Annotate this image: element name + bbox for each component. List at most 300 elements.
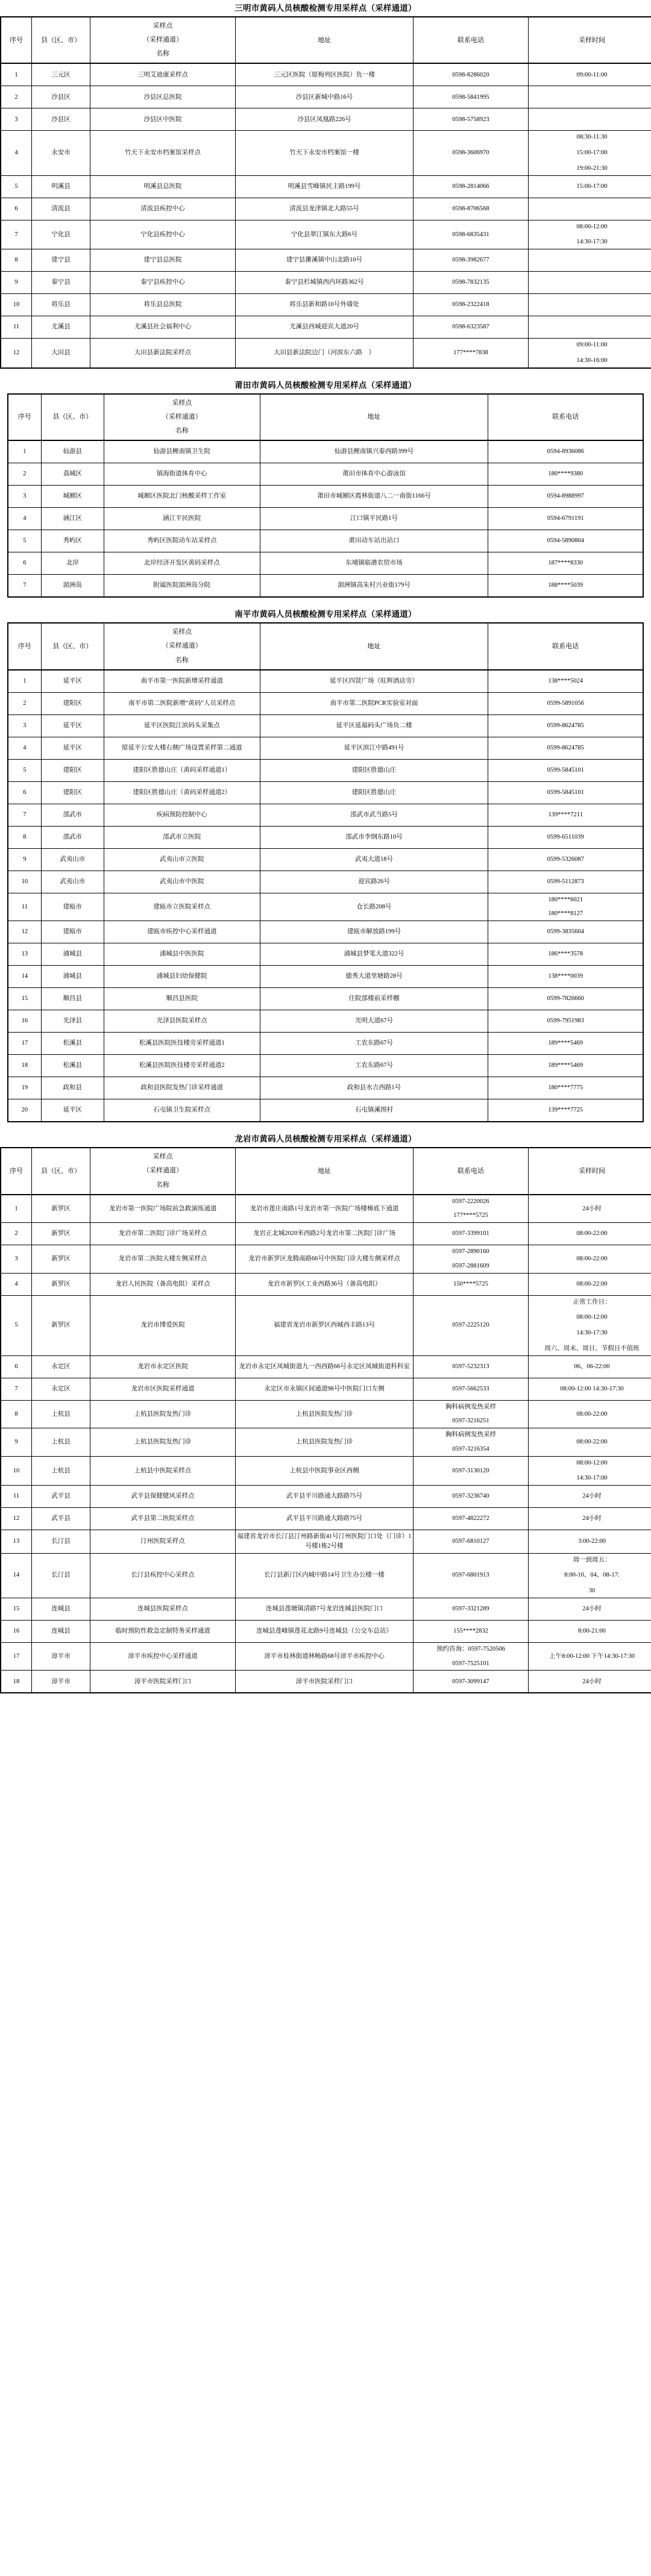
cell-site-name: 建瓯市立医院采样点 bbox=[104, 893, 260, 921]
cell-site-name: 秀屿区医院动车站采样点 bbox=[104, 530, 260, 552]
cell-site-name: 城厢区医院北门核酸采样工作室 bbox=[104, 486, 260, 508]
cell-time: 08:00-22:00 bbox=[529, 1245, 651, 1274]
cell-address: 沙县区新城中路16号 bbox=[236, 86, 414, 108]
cell-site-name: 龙岩市区医院采样通道 bbox=[90, 1378, 236, 1400]
table-row bbox=[8, 530, 643, 552]
cell-phone: 0597-5232313 bbox=[414, 1355, 529, 1378]
table-row bbox=[1, 1530, 651, 1554]
cell-site-name: 三明艾迪康采样点 bbox=[90, 63, 236, 86]
cell-seq: 9 bbox=[1, 272, 32, 294]
cell-address: 尤溪县西城迎宾大道20号 bbox=[236, 316, 414, 339]
table-row bbox=[1, 1378, 651, 1400]
cell-time: 24小时 bbox=[529, 1508, 651, 1530]
cell-phone: 0598-8706568 bbox=[414, 198, 529, 220]
table-row bbox=[1, 1620, 651, 1642]
cell-area: 明溪县 bbox=[32, 175, 90, 198]
table-row bbox=[1, 63, 651, 86]
table-row bbox=[1, 1195, 651, 1223]
cell-area: 将乐县 bbox=[32, 294, 90, 316]
cell-address: 德秀大道里塘路28号 bbox=[260, 966, 488, 988]
table-row bbox=[8, 1077, 643, 1099]
cell-site-name: 浦城县中医医院 bbox=[104, 943, 260, 966]
col-header-seq: 序号 bbox=[1, 17, 32, 63]
cell-area: 上杭县 bbox=[32, 1400, 90, 1428]
cell-phone: 150****5725 bbox=[414, 1273, 529, 1295]
cell-area: 武夷山市 bbox=[41, 848, 104, 871]
cell-address: 永定区市永镇区间通道98号中医院门口左侧 bbox=[236, 1378, 414, 1400]
cell-area: 松溪县 bbox=[41, 1055, 104, 1077]
cell-address: 延平区四贤广场（旺辉酒店旁） bbox=[260, 670, 488, 693]
cell-time: 06、06-22:00 bbox=[529, 1355, 651, 1378]
cell-phone: 0597-6801913 bbox=[414, 1553, 529, 1598]
cell-phone: 0598-6323587 bbox=[414, 316, 529, 339]
cell-seq: 6 bbox=[1, 198, 32, 220]
cell-area: 邵武市 bbox=[41, 826, 104, 848]
cell-site-name: 仙游县鲤南镇卫生院 bbox=[104, 440, 260, 463]
col-header-area: 县（区、市） bbox=[32, 17, 90, 63]
cell-seq: 9 bbox=[1, 1428, 32, 1457]
cell-seq: 11 bbox=[1, 1486, 32, 1508]
cell-phone: 0597-3321289 bbox=[414, 1598, 529, 1620]
cell-address: 延平区延福码头广场负二楼 bbox=[260, 714, 488, 737]
table-row bbox=[8, 871, 643, 893]
table-row bbox=[8, 804, 643, 826]
col-header-area: 县（区、市） bbox=[32, 1148, 90, 1194]
cell-time: 08:00-22:00 bbox=[529, 1428, 651, 1457]
cell-address: 东埔镇临港农贸市场 bbox=[260, 552, 488, 575]
cell-site-name: 上杭县中医院采样点 bbox=[90, 1456, 236, 1486]
cell-area: 武平县 bbox=[32, 1508, 90, 1530]
cell-phone: 0598-8286020 bbox=[414, 63, 529, 86]
sampling-points-table bbox=[0, 1147, 651, 1693]
cell-phone: 186****3578 bbox=[488, 943, 643, 966]
cell-phone: 0597-3399101 bbox=[414, 1223, 529, 1245]
cell-address: 龙岩市新罗区工业西路36号（备高电阻） bbox=[236, 1273, 414, 1295]
cell-phone: 胸科病例发热采样 0597-3216354 bbox=[414, 1428, 529, 1457]
cell-phone: 0594-8988997 bbox=[488, 486, 643, 508]
table-header-row bbox=[8, 623, 643, 669]
cell-seq: 18 bbox=[1, 1671, 32, 1693]
cell-time: 08:00-12:00 14:30-17:30 bbox=[529, 1378, 651, 1400]
cell-area: 北岸 bbox=[41, 552, 104, 575]
cell-address: 武平县平川路通大路路75号 bbox=[236, 1486, 414, 1508]
cell-site-name: 疾病预防控制中心 bbox=[104, 804, 260, 826]
cell-seq: 19 bbox=[8, 1077, 41, 1099]
cell-phone: 0599-8624785 bbox=[488, 714, 643, 737]
cell-site-name: 石屯镇卫生院采样点 bbox=[104, 1099, 260, 1122]
table-block-1 bbox=[0, 0, 651, 369]
cell-phone: 0598-2814066 bbox=[414, 175, 529, 198]
col-header-area: 县（区、市） bbox=[41, 394, 104, 440]
cell-area: 城厢区 bbox=[41, 486, 104, 508]
table-row bbox=[1, 108, 651, 131]
cell-address: 石屯镇溪围村 bbox=[260, 1099, 488, 1122]
cell-phone: 0597-6810127 bbox=[414, 1530, 529, 1554]
cell-site-name: 将乐县总医院 bbox=[90, 294, 236, 316]
cell-area: 政和县 bbox=[41, 1077, 104, 1099]
cell-site-name: 宁化县疾控中心 bbox=[90, 220, 236, 249]
cell-time: 周一到周五： 8:00-10、04、08-17: 30 bbox=[529, 1553, 651, 1598]
cell-address: 福建省龙岩市新罗区西城西丰路13号 bbox=[236, 1295, 414, 1355]
table-row bbox=[8, 848, 643, 871]
cell-phone: 0598-2322418 bbox=[414, 294, 529, 316]
cell-address: 工农东路67号 bbox=[260, 1055, 488, 1077]
cell-seq: 2 bbox=[8, 463, 41, 486]
cell-area: 光泽县 bbox=[41, 1010, 104, 1033]
cell-phone: 180****9380 bbox=[488, 463, 643, 486]
cell-area: 上杭县 bbox=[32, 1428, 90, 1457]
cell-seq: 20 bbox=[8, 1099, 41, 1122]
cell-site-name: 延平区医院江滨码头采集点 bbox=[104, 714, 260, 737]
cell-address: 江口镇平民路1号 bbox=[260, 508, 488, 530]
cell-phone: 0597-2225120 bbox=[414, 1295, 529, 1355]
cell-area: 建阳区 bbox=[41, 781, 104, 804]
cell-area: 延平区 bbox=[41, 670, 104, 693]
cell-area: 宁化县 bbox=[32, 220, 90, 249]
cell-seq: 9 bbox=[8, 848, 41, 871]
cell-address: 邵武市武当路5号 bbox=[260, 804, 488, 826]
cell-area: 长汀县 bbox=[32, 1553, 90, 1598]
cell-time bbox=[529, 294, 651, 316]
cell-address: 上杭县中医院事业区西侧 bbox=[236, 1456, 414, 1486]
table-row bbox=[8, 737, 643, 759]
cell-area: 建阳区 bbox=[41, 692, 104, 714]
cell-address: 福建省龙岩市长汀县汀州路新街41号汀州医院门口处（门诊）1号楼1栋2号楼 bbox=[236, 1530, 414, 1554]
cell-site-name: 武夷山市立医院 bbox=[104, 848, 260, 871]
cell-area: 涵江区 bbox=[41, 508, 104, 530]
table-row bbox=[1, 198, 651, 220]
table-row bbox=[1, 86, 651, 108]
col-header-address: 地址 bbox=[260, 623, 488, 669]
cell-site-name: 附属医院湄洲岛分院 bbox=[104, 575, 260, 598]
cell-site-name: 浦城县妇幼保健院 bbox=[104, 966, 260, 988]
cell-area: 新罗区 bbox=[32, 1295, 90, 1355]
col-header-site-name: 采样点 （采样通道） 名称 bbox=[104, 623, 260, 669]
table-row bbox=[8, 1099, 643, 1122]
table-row bbox=[1, 272, 651, 294]
table-row bbox=[8, 759, 643, 781]
cell-site-name: 明溪县总医院 bbox=[90, 175, 236, 198]
cell-area: 连城县 bbox=[32, 1598, 90, 1620]
table-row bbox=[8, 440, 643, 463]
cell-site-name: 原延平公安大楼右侧广场设置采样第二通道 bbox=[104, 737, 260, 759]
cell-area: 长汀县 bbox=[32, 1530, 90, 1554]
cell-seq: 5 bbox=[1, 175, 32, 198]
table-row bbox=[8, 552, 643, 575]
col-header-phone: 联系电话 bbox=[488, 623, 643, 669]
cell-site-name: 沙县区总医院 bbox=[90, 86, 236, 108]
cell-site-name: 建阳区胜德山庄（黄码采样通道1） bbox=[104, 759, 260, 781]
cell-seq: 14 bbox=[8, 966, 41, 988]
cell-site-name: 竹天下永安市档案馆采样点 bbox=[90, 131, 236, 175]
cell-area: 连城县 bbox=[32, 1620, 90, 1642]
cell-site-name: 漳平市医院采样门口 bbox=[90, 1671, 236, 1693]
cell-phone: 177****7838 bbox=[414, 339, 529, 368]
cell-area: 仙游县 bbox=[41, 440, 104, 463]
cell-seq: 11 bbox=[8, 893, 41, 921]
cell-area: 新罗区 bbox=[32, 1245, 90, 1274]
cell-area: 沙县区 bbox=[32, 86, 90, 108]
cell-time bbox=[529, 108, 651, 131]
cell-phone: 138****5024 bbox=[488, 670, 643, 693]
cell-area: 漳平市 bbox=[32, 1642, 90, 1671]
table-row bbox=[8, 988, 643, 1010]
table-row bbox=[8, 781, 643, 804]
cell-phone: 189****5469 bbox=[488, 1055, 643, 1077]
cell-site-name: 清流县疾控中心 bbox=[90, 198, 236, 220]
cell-phone: 0599-5845101 bbox=[488, 781, 643, 804]
cell-area: 新罗区 bbox=[32, 1223, 90, 1245]
cell-address: 邵武市李纲东路10号 bbox=[260, 826, 488, 848]
cell-site-name: 顺昌县医院 bbox=[104, 988, 260, 1010]
table-row bbox=[8, 714, 643, 737]
cell-area: 上杭县 bbox=[32, 1456, 90, 1486]
cell-time: 15:00-17:00 bbox=[529, 175, 651, 198]
col-header-address: 地址 bbox=[236, 1148, 414, 1194]
sampling-points-table bbox=[7, 393, 644, 598]
cell-phone: 0599-6511039 bbox=[488, 826, 643, 848]
table-row bbox=[1, 249, 651, 272]
cell-site-name: 汀州医院采样点 bbox=[90, 1530, 236, 1554]
cell-site-name: 政和县医院发热门诊采样通道 bbox=[104, 1077, 260, 1099]
cell-phone: 预约咨询：0597-7520506 0597-7525101 bbox=[414, 1642, 529, 1671]
cell-site-name: 龙岩市博爱医院 bbox=[90, 1295, 236, 1355]
cell-phone: 0597-3099147 bbox=[414, 1671, 529, 1693]
col-header-address: 地址 bbox=[260, 394, 488, 440]
table-block-3 bbox=[0, 606, 651, 1122]
table-header-row bbox=[1, 1148, 651, 1194]
cell-address: 住院部楼前采样棚 bbox=[260, 988, 488, 1010]
cell-address: 上杭县医院发热门诊 bbox=[236, 1428, 414, 1457]
cell-phone: 139****7211 bbox=[488, 804, 643, 826]
cell-seq: 15 bbox=[1, 1598, 32, 1620]
table-row bbox=[1, 1295, 651, 1355]
cell-site-name: 建阳区胜德山庄（黄码采样通道2） bbox=[104, 781, 260, 804]
col-header-area: 县（区、市） bbox=[41, 623, 104, 669]
cell-site-name: 上杭县医院发热门诊 bbox=[90, 1400, 236, 1428]
cell-address: 竹天下永安市档案馆一楼 bbox=[236, 131, 414, 175]
table-header-row bbox=[8, 394, 643, 440]
cell-area: 秀屿区 bbox=[41, 530, 104, 552]
table-row bbox=[1, 1245, 651, 1274]
cell-seq: 7 bbox=[8, 804, 41, 826]
cell-address: 湄洲镇高朱村兴业街179号 bbox=[260, 575, 488, 598]
table-row bbox=[8, 943, 643, 966]
cell-address: 连城县莲塘镇清路7号龙岩连城县医院门口 bbox=[236, 1598, 414, 1620]
table-row bbox=[1, 1642, 651, 1671]
cell-phone: 138****0039 bbox=[488, 966, 643, 988]
cell-seq: 7 bbox=[1, 220, 32, 249]
cell-address: 泰宁县杉城镇西内环路362号 bbox=[236, 272, 414, 294]
table-block-4 bbox=[0, 1131, 651, 1693]
cell-seq: 17 bbox=[8, 1033, 41, 1055]
col-header-phone: 联系电话 bbox=[414, 1148, 529, 1194]
table-row bbox=[1, 339, 651, 368]
cell-time: 正常工作日： 08:00-12:00 14:30-17:30 周六、周末、周日、节假日不值班 bbox=[529, 1295, 651, 1355]
col-header-time: 采样时间 bbox=[529, 1148, 651, 1194]
cell-address: 漳平市医院采样门口 bbox=[236, 1671, 414, 1693]
cell-area: 延平区 bbox=[41, 714, 104, 737]
cell-area: 永安市 bbox=[32, 131, 90, 175]
table-row bbox=[8, 508, 643, 530]
sampling-points-table bbox=[0, 16, 651, 369]
cell-seq: 1 bbox=[8, 670, 41, 693]
cell-time bbox=[529, 86, 651, 108]
table-row bbox=[8, 692, 643, 714]
table-row bbox=[1, 1355, 651, 1378]
cell-site-name: 上杭县医院发热门诊 bbox=[90, 1428, 236, 1457]
table-row bbox=[1, 1486, 651, 1508]
cell-seq: 10 bbox=[8, 871, 41, 893]
cell-site-name: 武夷山市中医院 bbox=[104, 871, 260, 893]
table-row bbox=[8, 1010, 643, 1033]
cell-area: 尤溪县 bbox=[32, 316, 90, 339]
cell-seq: 8 bbox=[1, 1400, 32, 1428]
cell-address: 莆田市城厢区霞林街道八二一南街1166号 bbox=[260, 486, 488, 508]
cell-seq: 4 bbox=[8, 508, 41, 530]
table-row bbox=[1, 1508, 651, 1530]
cell-area: 浦城县 bbox=[41, 943, 104, 966]
col-header-phone: 联系电话 bbox=[488, 394, 643, 440]
cell-area: 漳平市 bbox=[32, 1671, 90, 1693]
table-row bbox=[8, 893, 643, 921]
cell-area: 建宁县 bbox=[32, 249, 90, 272]
table-title: 莆田市黄码人员核酸检测专用采样点（采样通道） bbox=[234, 380, 417, 390]
cell-seq: 2 bbox=[8, 692, 41, 714]
col-header-seq: 序号 bbox=[1, 1148, 32, 1194]
cell-address: 漳平市桂林街道林畅路68号漳平市疾控中心 bbox=[236, 1642, 414, 1671]
cell-seq: 5 bbox=[1, 1295, 32, 1355]
cell-site-name: 龙岩市第二医院门诊广场采样点 bbox=[90, 1223, 236, 1245]
cell-site-name: 尤溪县社会福利中心 bbox=[90, 316, 236, 339]
table-header-row bbox=[1, 17, 651, 63]
sampling-points-table bbox=[7, 622, 644, 1122]
cell-address: 政和县水吉西路1号 bbox=[260, 1077, 488, 1099]
cell-address: 南平市第二医院PCR实验室对面 bbox=[260, 692, 488, 714]
cell-address: 莆田动车站出站口 bbox=[260, 530, 488, 552]
cell-seq: 17 bbox=[1, 1642, 32, 1671]
cell-address: 迎宾路26号 bbox=[260, 871, 488, 893]
cell-site-name: 邵武市立医院 bbox=[104, 826, 260, 848]
cell-seq: 6 bbox=[8, 781, 41, 804]
cell-seq: 15 bbox=[8, 988, 41, 1010]
cell-address: 龙岩市新罗区龙腾南路66号中医院门诊大楼左侧采样点 bbox=[236, 1245, 414, 1274]
table-row bbox=[1, 1671, 651, 1693]
cell-phone: 0598-5758923 bbox=[414, 108, 529, 131]
cell-site-name: 武平县保健健风采样点 bbox=[90, 1486, 236, 1508]
col-header-site-name: 采样点 （采样通道） 名称 bbox=[90, 1148, 236, 1194]
cell-site-name: 长汀县疾控中心采样点 bbox=[90, 1553, 236, 1598]
cell-area: 延平区 bbox=[41, 1099, 104, 1122]
table-row bbox=[1, 175, 651, 198]
table-row bbox=[1, 1400, 651, 1428]
cell-address: 龙岩市莲庄南路1号龙岩市第一医院广场楼梯底下通道 bbox=[236, 1195, 414, 1223]
cell-site-name: 沙县区中医院 bbox=[90, 108, 236, 131]
cell-address: 建阳区胜德山庄 bbox=[260, 781, 488, 804]
cell-seq: 6 bbox=[8, 552, 41, 575]
cell-time bbox=[529, 249, 651, 272]
cell-address: 上杭县医院发热门诊 bbox=[236, 1400, 414, 1428]
cell-seq: 3 bbox=[8, 486, 41, 508]
cell-area: 武夷山市 bbox=[41, 871, 104, 893]
cell-site-name: 光泽县医院采样点 bbox=[104, 1010, 260, 1033]
table-row bbox=[8, 1055, 643, 1077]
cell-address: 大田县新法院边门（河滨东六路 ） bbox=[236, 339, 414, 368]
cell-seq: 7 bbox=[8, 575, 41, 598]
cell-seq: 4 bbox=[1, 1273, 32, 1295]
cell-area: 浦城县 bbox=[41, 966, 104, 988]
cell-phone: 180****6021 180****8127 bbox=[488, 893, 643, 921]
cell-area: 新罗区 bbox=[32, 1273, 90, 1295]
cell-address: 建瓯市解放路199号 bbox=[260, 921, 488, 943]
cell-site-name: 龙岩市第二医院大楼左侧采样点 bbox=[90, 1245, 236, 1274]
table-row bbox=[8, 670, 643, 693]
cell-time bbox=[529, 198, 651, 220]
cell-time: 3:00-22:00 bbox=[529, 1530, 651, 1554]
cell-time: 09:00-11:00 14:30-16:00 bbox=[529, 339, 651, 368]
col-header-seq: 序号 bbox=[8, 623, 41, 669]
cell-area: 沙县区 bbox=[32, 108, 90, 131]
cell-area: 泰宁县 bbox=[32, 272, 90, 294]
cell-seq: 10 bbox=[1, 294, 32, 316]
cell-phone: 0598-6835431 bbox=[414, 220, 529, 249]
cell-site-name: 武平县第二医院采样点 bbox=[90, 1508, 236, 1530]
cell-time: 08:00-12:00 14:30-17:30 bbox=[529, 220, 651, 249]
cell-area: 武平县 bbox=[32, 1486, 90, 1508]
cell-phone: 0599-5891056 bbox=[488, 692, 643, 714]
cell-address: 将乐县新和路10号外墙处 bbox=[236, 294, 414, 316]
cell-time: 09:00-11:00 bbox=[529, 63, 651, 86]
cell-phone: 0599-7951983 bbox=[488, 1010, 643, 1033]
table-row bbox=[8, 921, 643, 943]
cell-site-name: 松溪县医院医技楼旁采样通道1 bbox=[104, 1033, 260, 1055]
cell-time: 08:00-12:00 14:30-17:00 bbox=[529, 1456, 651, 1486]
cell-site-name: 涵江平民医院 bbox=[104, 508, 260, 530]
cell-address: 长汀县新汀区内城中路14号卫生办公楼一楼 bbox=[236, 1553, 414, 1598]
cell-seq: 10 bbox=[1, 1456, 32, 1486]
cell-phone: 155****2832 bbox=[414, 1620, 529, 1642]
cell-site-name: 镇海街道体育中心 bbox=[104, 463, 260, 486]
cell-site-name: 龙岩人民医院（备高电阻）采样点 bbox=[90, 1273, 236, 1295]
cell-site-name: 南平市第二医院新增“黄码”人员采样点 bbox=[104, 692, 260, 714]
cell-phone: 0594-6791191 bbox=[488, 508, 643, 530]
table-row bbox=[1, 1456, 651, 1486]
cell-seq: 12 bbox=[8, 921, 41, 943]
cell-phone: 0599-5112873 bbox=[488, 871, 643, 893]
cell-seq: 11 bbox=[1, 316, 32, 339]
cell-time: 08:00-22:00 bbox=[529, 1273, 651, 1295]
cell-seq: 5 bbox=[8, 759, 41, 781]
cell-seq: 16 bbox=[8, 1010, 41, 1033]
cell-time: 08:00-22:00 bbox=[529, 1223, 651, 1245]
cell-site-name: 龙岩市永定区医院 bbox=[90, 1355, 236, 1378]
cell-area: 湄洲岛 bbox=[41, 575, 104, 598]
table-row bbox=[8, 826, 643, 848]
cell-area: 延平区 bbox=[41, 737, 104, 759]
cell-phone: 0599-3835604 bbox=[488, 921, 643, 943]
cell-phone: 0597-2220026 177****5725 bbox=[414, 1195, 529, 1223]
cell-address: 龙岩正北城2020米西路2号龙岩市第二医院门诊广场 bbox=[236, 1223, 414, 1245]
cell-seq: 3 bbox=[1, 108, 32, 131]
table-row bbox=[8, 575, 643, 598]
cell-area: 建瓯市 bbox=[41, 893, 104, 921]
cell-phone: 0598-3606970 bbox=[414, 131, 529, 175]
cell-seq: 2 bbox=[1, 86, 32, 108]
cell-area: 新罗区 bbox=[32, 1195, 90, 1223]
cell-site-name: 南平市第一医院新增采样通道 bbox=[104, 670, 260, 693]
cell-seq: 5 bbox=[8, 530, 41, 552]
cell-time: 24小时 bbox=[529, 1671, 651, 1693]
